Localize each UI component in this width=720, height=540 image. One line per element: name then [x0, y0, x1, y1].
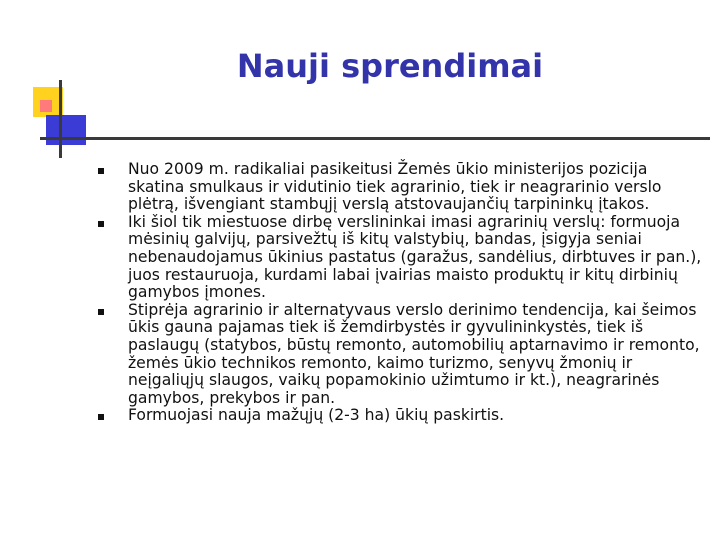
decorative-blue-square — [46, 115, 86, 145]
bullet-square-icon — [98, 168, 104, 174]
bullet-text: Nuo 2009 m. radikaliai pasikeitusi Žemės ūkio ministerijos pozicija skatina smulkaus ir vidutinio tiek agrarinio, tiek ir neagrarinio verslo plėtrą, išvengiant stambųjį verslą atstovaujančių tarpininkų įtakos. — [128, 160, 662, 214]
list-item — [90, 161, 705, 214]
title-divider-line — [40, 137, 710, 140]
bullet-square-icon — [98, 221, 104, 227]
list-item — [90, 407, 705, 425]
bullet-square-icon — [98, 309, 104, 315]
bullet-square-icon — [98, 414, 104, 420]
decorative-vertical-line — [59, 80, 62, 158]
list-item — [90, 214, 705, 302]
bullet-list — [90, 161, 705, 425]
decorative-red-square — [40, 100, 52, 112]
bullet-text: Iki šiol tik miestuose dirbę verslininkai imasi agrarinių verslų: formuoja mėsinių galvijų, parsivežtų iš kitų valstybių, bandas, įsigyja seniai nebenaudojamus ūkinius pastatus (garažus, sandėlius, dirbtuves ir pan.), juos restauruoja, kurdami labai įvairias maisto produktų ir kitų dirbinių gamybos įmones. — [128, 212, 702, 302]
slide-title: Nauji sprendimai — [236, 47, 544, 85]
list-item — [90, 302, 705, 408]
bullet-text: Stiprėja agrarinio ir alternatyvaus verslo derinimo tendencija, kai šeimos ūkis gauna pajamas tiek iš žemdirbystės ir gyvulininkystės, tiek iš paslaugų (statybos, būstų remonto, automobilių aptarnavimo ir remonto, žemės ūkio technikos remonto, kaimo turizmo, senyvų žmonių ir neįgaliųjų slaugos, vaikų popamokinio užimtumo ir kt.), neagrarinės gamybos, prekybos ir pan. — [128, 300, 700, 407]
bullet-text: Formuojasi nauja mažųjų (2-3 ha) ūkių paskirtis. — [128, 406, 505, 425]
